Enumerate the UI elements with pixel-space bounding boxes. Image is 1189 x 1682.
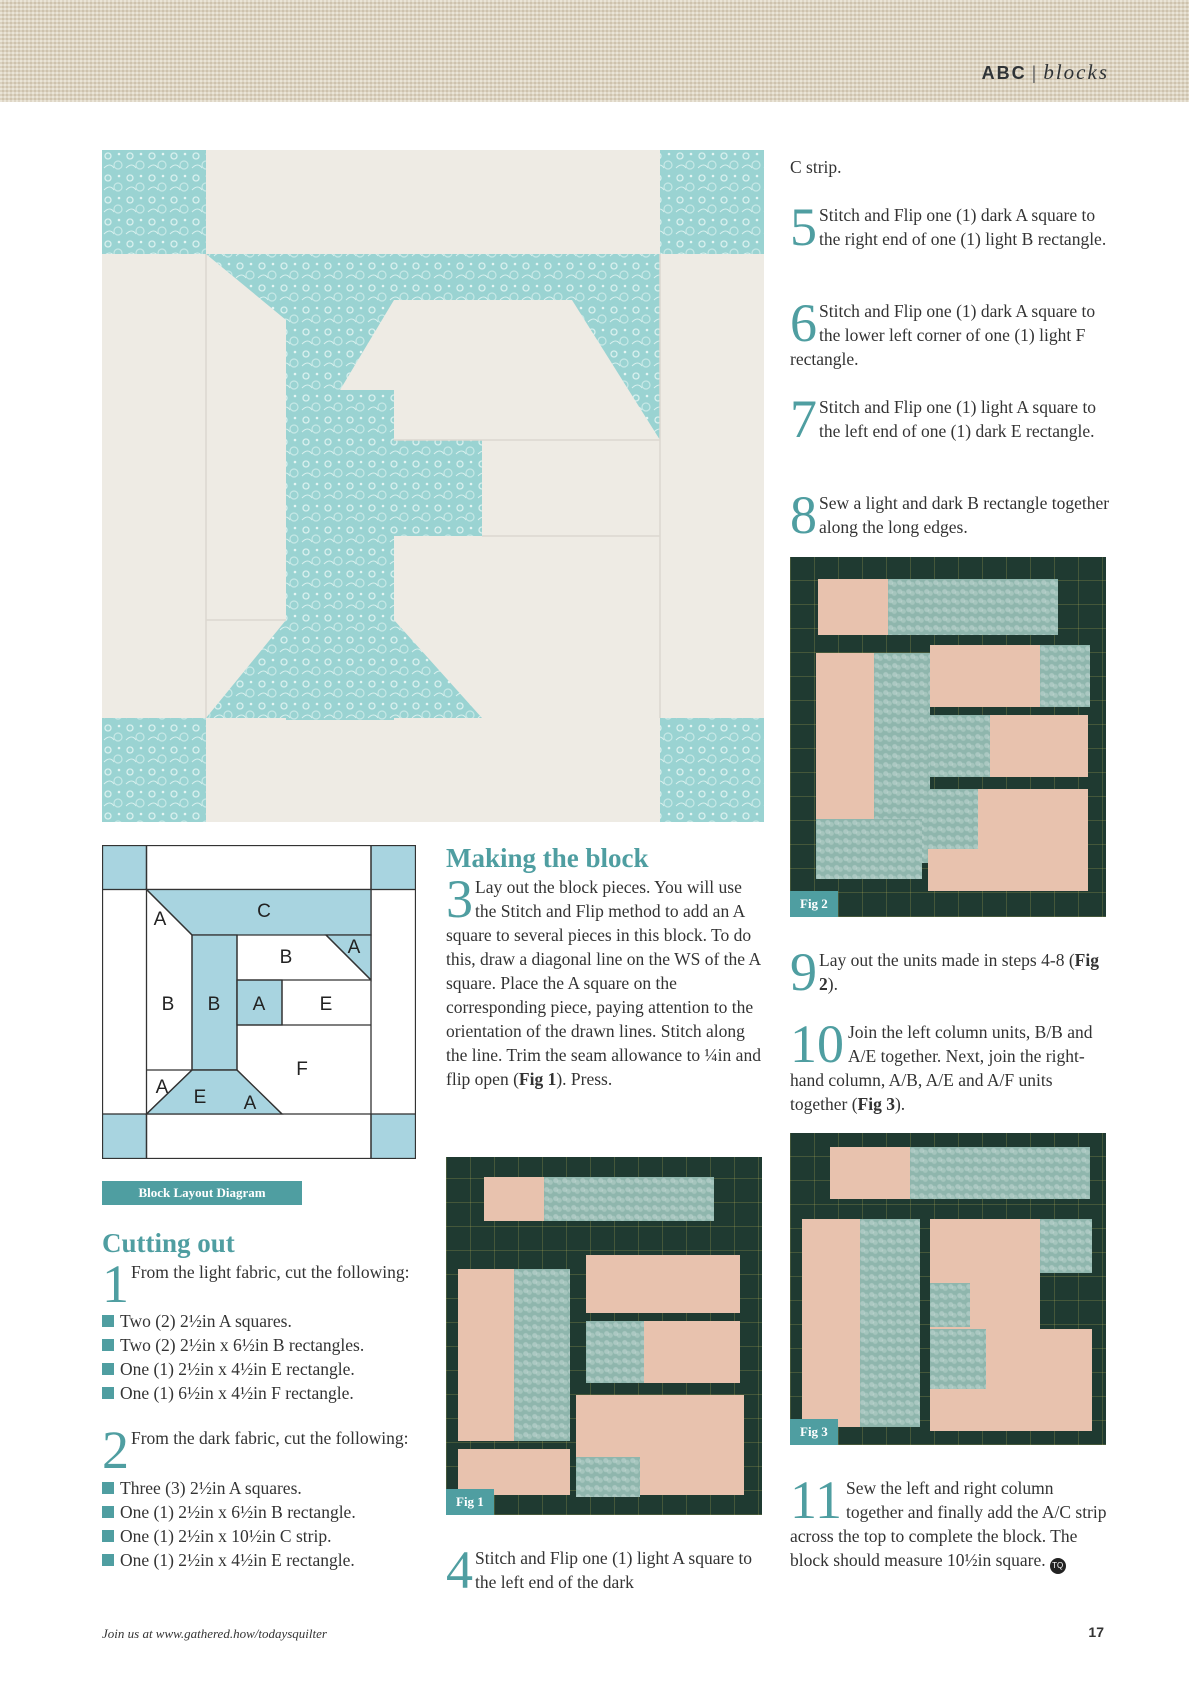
diagram-label-a5: A bbox=[243, 1093, 257, 1114]
section-tag-abc: ABC bbox=[981, 63, 1027, 83]
step-text: Join the left column units, B/B and A/E together. Next, join the right-hand column, A/B, A/E and A/F units together ( bbox=[790, 1022, 1093, 1114]
section-tag-blocks: blocks bbox=[1043, 60, 1109, 84]
diagram-caption: Block Layout Diagram bbox=[102, 1181, 302, 1205]
light-fabric-list bbox=[102, 1309, 364, 1405]
fig-2-photo bbox=[790, 557, 1106, 917]
diagram-corner-br bbox=[371, 1114, 416, 1159]
diagram-label-a2: A bbox=[347, 937, 361, 958]
step-number: 7 bbox=[790, 389, 817, 449]
step-text: From the dark fabric, cut the following: bbox=[131, 1428, 409, 1448]
step-text: Stitch and Flip one (1) light A square to the left end of the dark bbox=[475, 1548, 753, 1592]
list-item: Three (3) 2½in A squares. bbox=[102, 1476, 356, 1500]
step-text: Lay out the block pieces. You will use the Stitch and Flip method to add an A square to several pieces in this block. To do this, draw a diagonal line on the WS of the A square. Place the A square on the corresponding piece, paying attention to the orientation of the drawn lines. Stitch along the line. Trim the seam allowance to ¼in and flip open ( bbox=[446, 877, 761, 1089]
diagram-label-f: F bbox=[296, 1059, 308, 1080]
step-number: 8 bbox=[790, 485, 817, 545]
step-text: Stitch and Flip one (1) dark A square to the right end of one (1) light B rectangle. bbox=[819, 205, 1107, 249]
diagram-corner-bl bbox=[103, 1114, 147, 1159]
fig-3-photo bbox=[790, 1133, 1106, 1445]
fig-2-label: Fig 2 bbox=[790, 891, 838, 917]
cutting-heading: Cutting out bbox=[102, 1228, 235, 1258]
step-number: 6 bbox=[790, 293, 817, 353]
list-item: Two (2) 2½in x 6½in B rectangles. bbox=[102, 1333, 364, 1357]
corner-square-bottom-right bbox=[660, 718, 764, 822]
step-number: 1 bbox=[102, 1254, 129, 1314]
step-6 bbox=[790, 293, 1110, 371]
step-8 bbox=[790, 485, 1110, 545]
step-number: 11 bbox=[790, 1470, 842, 1530]
corner-square-bottom-left bbox=[102, 718, 206, 822]
diagram-corner-tr bbox=[371, 846, 416, 890]
step-number: 2 bbox=[102, 1420, 129, 1480]
step-text: Stitch and Flip one (1) dark A square to the lower left corner of one (1) light F rectangle. bbox=[790, 301, 1096, 369]
fig-ref: Fig 3 bbox=[857, 1094, 895, 1114]
list-item: One (1) 2½in x 4½in E rectangle. bbox=[102, 1548, 356, 1572]
fig-1-photo bbox=[446, 1157, 762, 1515]
step-text: From the light fabric, cut the following: bbox=[131, 1262, 410, 1282]
step-number: 4 bbox=[446, 1540, 473, 1600]
step-11 bbox=[790, 1470, 1110, 1574]
footer-website: Join us at www.gathered.how/todaysquilter bbox=[102, 1626, 327, 1641]
letter-middle-bar bbox=[394, 440, 482, 536]
fig-ref: Fig 2 bbox=[819, 950, 1099, 994]
making-step-3 bbox=[446, 869, 764, 1091]
list-item: One (1) 2½in x 10½in C strip. bbox=[102, 1524, 356, 1548]
step-4-continued bbox=[790, 155, 1110, 179]
list-item: One (1) 2½in x 6½in B rectangle. bbox=[102, 1500, 356, 1524]
list-item: Two (2) 2½in A squares. bbox=[102, 1309, 364, 1333]
header-texture-band bbox=[0, 0, 1189, 102]
step-text: ). bbox=[894, 1094, 906, 1114]
step-number: 10 bbox=[790, 1014, 844, 1074]
step-7 bbox=[790, 389, 1110, 449]
making-heading: Making the block bbox=[446, 843, 649, 873]
step-text: Sew a light and dark B rectangle together along the long edges. bbox=[819, 493, 1110, 537]
dark-fabric-list bbox=[102, 1476, 356, 1572]
diagram-label-b-left: B bbox=[161, 994, 175, 1015]
fig-ref: Fig 1 bbox=[518, 1069, 557, 1089]
step-text: C strip. bbox=[790, 157, 842, 177]
diagram-label-e-bottom: E bbox=[193, 1087, 207, 1108]
step-text: Stitch and Flip one (1) light A square to the left end of one (1) dark E rectangle. bbox=[819, 397, 1097, 441]
diagram-label-c: C bbox=[257, 901, 271, 922]
corner-square-top-left bbox=[102, 150, 206, 254]
diagram-label-b-top: B bbox=[279, 947, 293, 968]
page-number: 17 bbox=[1088, 1624, 1104, 1640]
fig-3-label: Fig 3 bbox=[790, 1419, 838, 1445]
diagram-label-e-right: E bbox=[319, 994, 333, 1015]
step-10 bbox=[790, 1014, 1110, 1116]
step-5 bbox=[790, 197, 1110, 257]
making-step-4 bbox=[446, 1540, 764, 1600]
step-number: 5 bbox=[790, 197, 817, 257]
step-text: Lay out the units made in steps 4-8 ( bbox=[819, 950, 1075, 970]
quilt-block-photo bbox=[102, 150, 764, 822]
step-number: 3 bbox=[446, 869, 473, 929]
diagram-label-a1: A bbox=[153, 909, 167, 930]
step-number: 9 bbox=[790, 942, 817, 1002]
step-text: ). bbox=[827, 974, 838, 994]
list-item: One (1) 6½in x 4½in F rectangle. bbox=[102, 1381, 364, 1405]
diagram-label-a3: A bbox=[252, 994, 266, 1015]
section-tag bbox=[982, 60, 1109, 85]
step-9 bbox=[790, 942, 1110, 1002]
step-text: Sew the left and right column together and finally add the A/C strip across the top to complete the block. The block should measure 10½in square. bbox=[790, 1478, 1107, 1570]
block-layout-diagram bbox=[102, 845, 416, 1159]
section-tag-separator: | bbox=[1031, 63, 1039, 83]
end-of-article-icon: TQ bbox=[1050, 1558, 1066, 1574]
fig-1-label: Fig 1 bbox=[446, 1489, 494, 1515]
cutting-step-2 bbox=[102, 1420, 422, 1480]
list-item: One (1) 2½in x 4½in E rectangle. bbox=[102, 1357, 364, 1381]
corner-square-top-right bbox=[660, 150, 764, 254]
diagram-label-b-mid: B bbox=[207, 994, 221, 1015]
step-text: ). Press. bbox=[556, 1069, 613, 1089]
diagram-label-a4: A bbox=[155, 1077, 169, 1098]
diagram-corner-tl bbox=[103, 846, 147, 890]
cutting-step-1 bbox=[102, 1254, 432, 1314]
